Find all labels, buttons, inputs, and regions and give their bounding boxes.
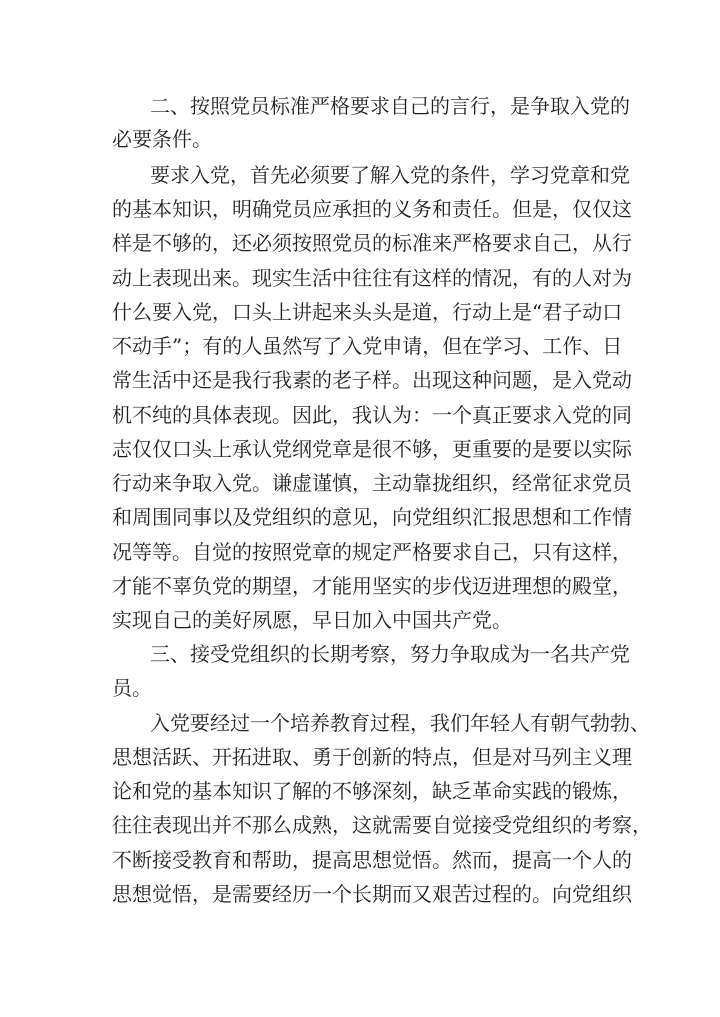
paragraph-line: 往往表现出并不那么成熟，这就需要自觉接受党组织的考察， bbox=[112, 813, 652, 837]
paragraph-line: 实现自己的美好夙愿，早日加入中国共产党。 bbox=[112, 608, 512, 632]
paragraph-line: 行动来争取入党。谦虚谨慎，主动靠拢组织，经常征求党员 bbox=[112, 471, 632, 495]
heading-2-line-2: 必要条件。 bbox=[112, 127, 212, 151]
paragraph-line: 思想活跃、开拓进取、勇于创新的特点，但是对马列主义理 bbox=[112, 745, 632, 769]
paragraph-line: 况等等。自觉的按照党章的规定严格要求自己，只有这样， bbox=[112, 540, 632, 564]
paragraph-line: 机不纯的具体表现。因此，我认为：一个真正要求入党的同 bbox=[112, 403, 632, 427]
paragraph-line: 不动手”；有的人虽然写了入党申请，但在学习、工作、日 bbox=[112, 334, 623, 358]
paragraph-line: 要求入党，首先必须要了解入党的条件，学习党章和党 bbox=[150, 163, 630, 187]
heading-2-line-1: 二、按照党员标准严格要求自己的言行，是争取入党的 bbox=[150, 94, 630, 118]
heading-3-line-2: 员。 bbox=[112, 676, 152, 700]
paragraph-line: 思想觉悟，是需要经历一个长期而又艰苦过程的。向党组织 bbox=[112, 882, 632, 906]
paragraph-line: 常生活中还是我行我素的老子样。出现这种问题，是入党动 bbox=[112, 368, 632, 392]
paragraph-line: 的基本知识，明确党员应承担的义务和责任。但是，仅仅这 bbox=[112, 197, 632, 221]
paragraph-line: 不断接受教育和帮助，提高思想觉悟。然而，提高一个人的 bbox=[112, 848, 632, 872]
paragraph-line: 和周围同事以及党组织的意见，向党组织汇报思想和工作情 bbox=[112, 505, 632, 529]
paragraph-line: 志仅仅口头上承认党纲党章是很不够，更重要的是要以实际 bbox=[112, 437, 632, 461]
paragraph-line: 样是不够的，还必须按照党员的标准来严格要求自己，从行 bbox=[112, 231, 632, 255]
heading-3-line-1: 三、接受党组织的长期考察，努力争取成为一名共产党 bbox=[150, 642, 630, 666]
paragraph-line: 动上表现出来。现实生活中往往有这样的情况，有的人对为 bbox=[112, 266, 632, 290]
paragraph-line: 论和党的基本知识了解的不够深刻，缺乏革命实践的锻炼， bbox=[112, 779, 632, 803]
paragraph-line: 入党要经过一个培养教育过程，我们年轻人有朝气勃勃、 bbox=[150, 711, 650, 735]
paragraph-line: 才能不辜负党的期望，才能用坚实的步伐迈进理想的殿堂， bbox=[112, 574, 632, 598]
paragraph-line: 什么要入党，口头上讲起来头头是道，行动上是“君子动口 bbox=[112, 300, 623, 324]
